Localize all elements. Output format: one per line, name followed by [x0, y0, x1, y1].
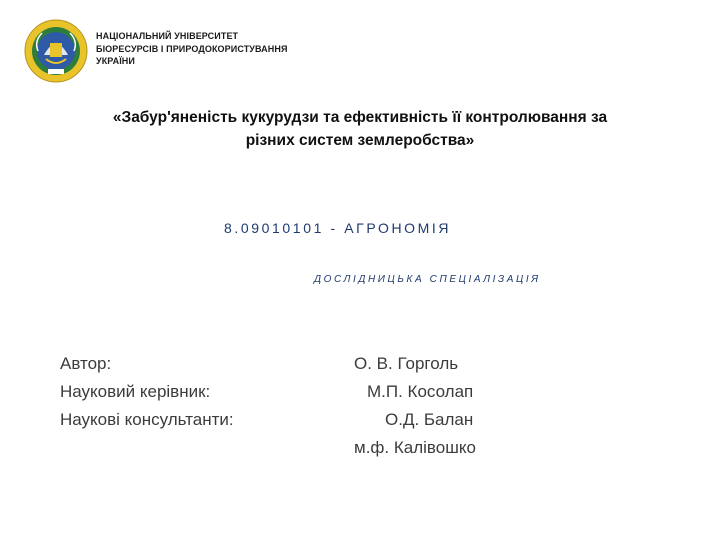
supervisor-value: М.П. Косолап — [367, 382, 474, 401]
university-name-line-3: УКРАЇНИ — [96, 56, 135, 66]
university-name-line-1: НАЦІОНАЛЬНИЙ УНІВЕРСИТЕТ — [96, 31, 239, 41]
thesis-title — [60, 106, 660, 152]
university-name — [96, 30, 288, 68]
consultants-label: Наукові консультанти: — [60, 410, 234, 429]
author-label: Автор: — [60, 354, 112, 373]
consultant-1-value: О.Д. Балан — [385, 410, 474, 429]
thesis-title-line-1: «Забур'яненість кукурудзи та ефективність її контролювання за — [112, 109, 608, 126]
university-name-line-2: БІОРЕСУРСІВ І ПРИРОДОКОРИСТУВАННЯ — [96, 43, 288, 54]
thesis-title-line-2: різних систем землеробства» — [245, 132, 475, 149]
university-seal-icon — [24, 19, 88, 83]
supervisor-label: Науковий керівник: — [60, 382, 211, 401]
consultant-2-value: м.ф. Калівошко — [354, 438, 476, 457]
specialty-code: 8.09010101 - АГРОНОМІЯ — [224, 220, 452, 236]
author-value: О. В. Горголь — [354, 354, 459, 373]
specialization: ДОСЛІДНИЦЬКА СПЕЦІАЛІЗАЦІЯ — [314, 274, 541, 285]
